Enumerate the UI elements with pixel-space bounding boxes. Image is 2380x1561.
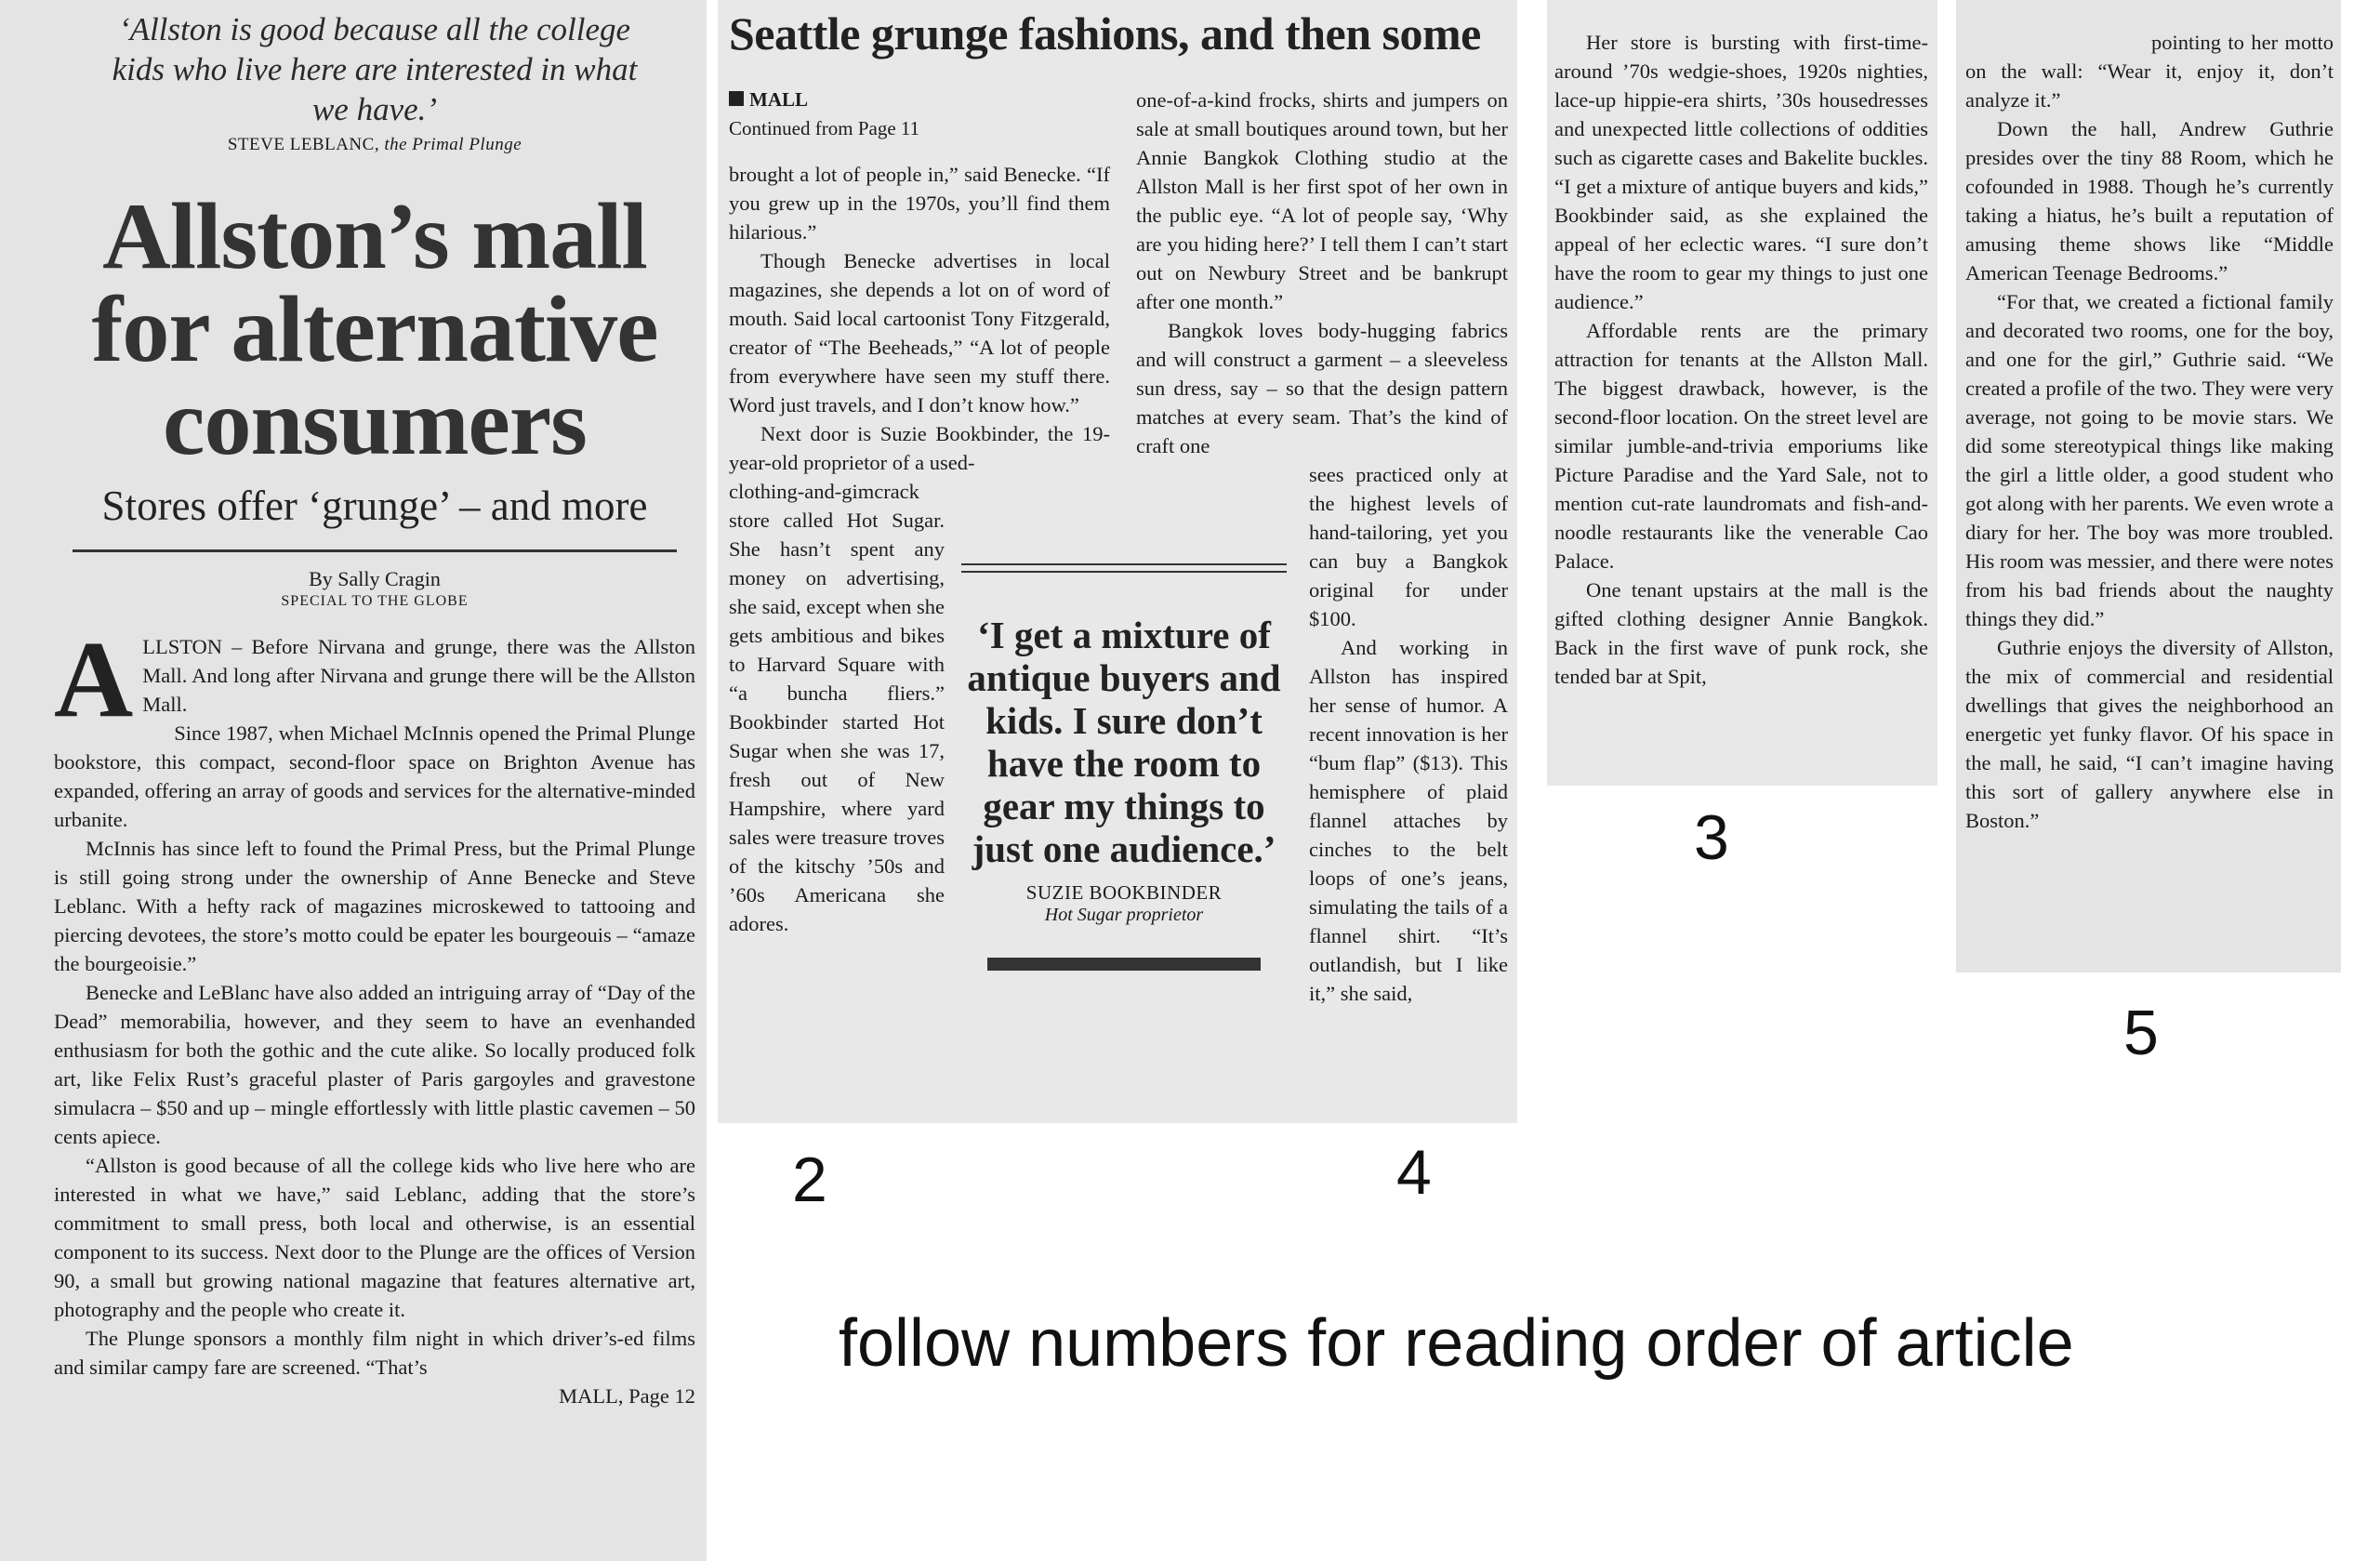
story-paragraph: Affordable rents are the primary attraction for tenants at the Allston Mall. The biggest drawback, however, is the second-floor location. On the street level are similar jumble-and-trivia emporiums like Picture Paradise and the Yard Sale, not to mention cut-rate laundromats and fish-and-noodle restaurants like the venerable Cao Palace. xyxy=(1554,319,1928,573)
story-paragraph: pointing to her motto on the wall: “Wear it, enjoy it, don’t analyze it.” xyxy=(1965,31,2334,112)
reading-order-2: 2 xyxy=(792,1144,827,1215)
jump-label xyxy=(729,86,1110,114)
clip-column-2-4 xyxy=(718,0,1517,1123)
pull-quote-box xyxy=(961,563,1287,971)
story-paragraph: sees practiced only at the highest levels of hand-tailoring, yet you can buy a Bangkok original for under $100. xyxy=(1309,463,1508,630)
pull-quote-rule xyxy=(961,571,1287,573)
narrow-column xyxy=(1309,460,1508,1008)
pull-quote-rule xyxy=(961,563,1287,565)
story-paragraph: Down the hall, Andrew Guthrie presides over the tiny 88 Room, which he cofounded in 1988. Though he’s currently taking a hiatus, he’s built a reputation of amusing theme shows like “Middle American Teenage Bedrooms.” xyxy=(1965,117,2334,284)
story-paragraph-narrow: clothing-and-gimcrack store called Hot Sugar. She hasn’t spent any money on advertising, she said, except when she gets ambitious and bikes to Harvard Square with “a buncha fliers.” Bookbinder started Hot Sugar when she was 17, fresh out of New Hampshire, where yard sales were treasure troves of the kitschy ’50s and ’60s Americana she adores. xyxy=(729,480,945,935)
story-paragraph: “Allston is good because of all the college kids who live here who are interested in what we have,” said Leblanc, adding that the store’s commitment to small press, both local and otherwise, is an essential component to its success. Next door to the Plunge are the offices of Version 90, a small but growing national magazine that features alternative art, photography and the people who create it. xyxy=(54,1154,695,1321)
attribution-name: STEVE LEBLANC, xyxy=(227,135,380,154)
pull-quote-role: Hot Sugar proprietor xyxy=(1044,905,1204,925)
story-paragraph: Guthrie enjoys the diversity of Allston, the mix of commercial and residential dwellings that gives the neighborhood an energetic yet funky flavor. Of his space in the mall, he said, “I can’t imagine having this sort of gallery anywhere else in Boston.” xyxy=(1965,636,2334,832)
clip-column-3 xyxy=(1547,0,1937,786)
story-paragraph: Bangkok loves body-hugging fabrics and will construct a garment – a sleeveless sun dress, say – so that the design pattern matches at every seam. That’s the kind of craft one xyxy=(1136,319,1508,457)
story-paragraph: McInnis has since left to found the Primal Press, but the Primal Plunge is still going strong under the ownership of Anne Benecke and Steve Leblanc. With a hefty rack of magazines microskewed to tattooing and piercing devotees, the store’s motto could be epater les bourgeouis – “amaze the bourgeoisie.” xyxy=(54,837,695,975)
story-paragraph: “For that, we created a fictional family and decorated two rooms, one for the boy, and one for the girl,” Guthrie said. “We created a profile of the two. They were very average, not going to be movie stars. We did some stereotypical things like making the girl a little older, a good student who got along with her parents. We even wrote a diary for her. The boy was more troubled. His room was messier, and there were notes from his bad friends about the naughty things they did.” xyxy=(1965,290,2334,630)
lead-quote-attribution xyxy=(54,135,695,155)
story-paragraph: one-of-a-kind frocks, shirts and jumpers on sale at small boutiques around town, but her Annie Bangkok Clothing studio at the Allston Mall is her first spot of her own in the public eye. “A lot of people say, ‘Why are you hiding here?’ I tell them I can’t start out on Newbury Street and be bankrupt after one month.” xyxy=(1136,88,1508,313)
story-paragraph: And working in Allston has inspired her sense of humor. A recent innovation is her “bum flap” ($13). This hemisphere of plaid flannel attaches by cinches to the belt loops of one’s jeans, simulating the tails of a flannel shirt. “It’s outlandish, but I like it,” she said, xyxy=(1309,636,1508,1005)
jump-label-text: MALL xyxy=(749,88,808,111)
pull-quote-name: SUZIE BOOKBINDER xyxy=(1025,881,1223,904)
reading-order-3: 3 xyxy=(1694,802,1729,873)
drop-cap: A xyxy=(54,618,134,740)
reading-order-5: 5 xyxy=(2123,998,2159,1068)
story-paragraph: Benecke and LeBlanc have also added an intriguing array of “Day of the Dead” memorabilia, however, and they seem to have an evenhanded enthusiasm for both the gothic and the cute alike. So locally produced folk art, like Felix Rust’s graceful plaster of Paris gargoyles and gravestone simulacra – $50 and up – mingle effortlessly with little plastic cavemen – 50 cents apiece. xyxy=(54,981,695,1148)
story-paragraph: One tenant upstairs at the mall is the gifted clothing designer Annie Bangkok. Back in the first wave of punk rock, she tended bar at Spit, xyxy=(1554,578,1928,688)
clip-column-1 xyxy=(0,0,707,1561)
lead-pull-quote: ‘Allston is good because all the college kids who live here are interested in what we have.’ xyxy=(112,11,638,127)
byline: By Sally Cragin xyxy=(309,567,441,590)
reading-order-instruction: follow numbers for reading order of article xyxy=(839,1306,2074,1381)
pull-quote: ‘I get a mixture of antique buyers and kids. I sure don’t have the room to gear my things to just one audience.’ xyxy=(967,614,1281,870)
continuation-headline: Seattle grunge fashions, and then some xyxy=(729,7,1481,60)
continued-from: Continued from Page 11 xyxy=(729,117,920,139)
jump-line: MALL, Page 12 xyxy=(559,1384,695,1408)
story-paragraph: Her store is bursting with first-time-around ’70s wedgie-shoes, 1920s nighties, lace-up hippie-era shirts, ’30s housedresses and unexpected little collections of oddities such as cigarette cases and Bakelite buckles. “I get a mixture of antique buyers and kids,” Bookbinder said, as she explained the appeal of her eclectic wares. “I sure don’t have the room to gear my things to just one audience.” xyxy=(1554,31,1928,313)
attribution-org: the Primal Plunge xyxy=(384,135,522,154)
story-paragraph: The Plunge sponsors a monthly film night in which driver’s-ed films and similar campy fare are screened. “That’s xyxy=(54,1327,695,1379)
lead-text: LLSTON – Before Nirvana and grunge, there was the Allston Mall. And long after Nirvana and grunge there will be the Allston Mall. xyxy=(142,635,695,716)
lead-paragraph xyxy=(54,618,695,740)
reading-order-4: 4 xyxy=(1396,1137,1432,1208)
story-paragraph: Since 1987, when Michael McInnis opened the Primal Plunge bookstore, this compact, second-floor space on Brighton Avenue has expanded, offering an array of goods and services for the alternative-minded urbanite. xyxy=(54,721,695,831)
main-headline: Allston’s mall for alternative consumers xyxy=(91,184,658,475)
clip-column-5 xyxy=(1956,0,2341,972)
byline-credit: SPECIAL TO THE GLOBE xyxy=(281,593,469,609)
pull-quote-bar xyxy=(987,958,1261,971)
divider-rule xyxy=(73,549,677,552)
sub-headline: Stores offer ‘grunge’ – and more xyxy=(101,483,648,529)
story-paragraph: Next door is Suzie Bookbinder, the 19-year-old proprietor of a used- xyxy=(729,422,1110,474)
story-paragraph: Though Benecke advertises in local magazines, she depends a lot on of word of mouth. Said local cartoonist Tony Fitzgerald, creator of “The Beeheads,” “A lot of people from everywhere have seen my stuff there. Word just travels, and I don’t know how.” xyxy=(729,249,1110,417)
story-body xyxy=(54,618,695,1410)
jump-box-icon xyxy=(729,91,744,106)
story-paragraph: brought a lot of people in,” said Benecke. “If you grew up in the 1970s, you’ll find them hilarious.” xyxy=(729,163,1110,244)
